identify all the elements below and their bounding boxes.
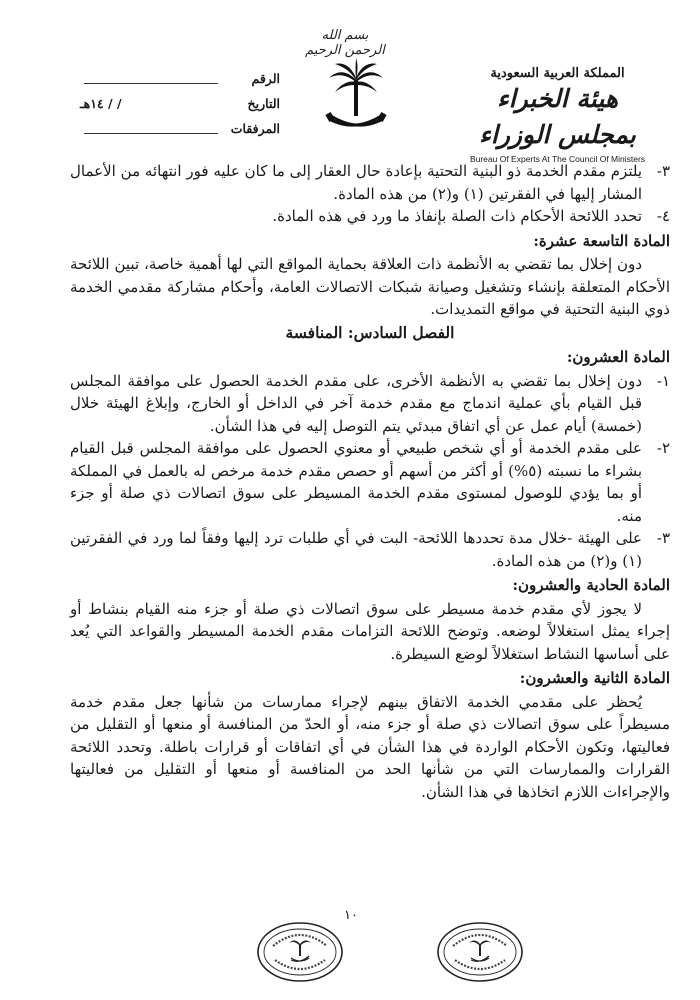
page-number: ١٠ — [344, 908, 358, 923]
list-item — [70, 437, 670, 527]
punch-hole-mark-icon — [632, 353, 646, 367]
document-body — [70, 160, 670, 803]
official-seal-left-icon — [255, 920, 345, 984]
field-date-label: التاريخ — [247, 96, 280, 111]
article-20-title: المادة العشرون: — [566, 348, 670, 366]
field-number — [80, 66, 280, 91]
basmala: بسم الله الرحمن الرحيم — [305, 28, 385, 58]
field-number-label: الرقم — [251, 71, 280, 86]
item-number: ٣- — [656, 529, 670, 547]
article-21-text: لا يجوز لأي مقدم خدمة مسيطر على سوق اتصالات ذي صلة أو جزء منه القيام بنشاط أو إجراء يمثل استغلالاً لوضعه. وتوضح اللائحة التزامات مقدم الخدمة المسيطر والقواعد التي يُعد على أساسها النشاط استغلالاً لوضع السيطرة. — [70, 599, 670, 663]
item-number: ٣- — [656, 162, 670, 180]
item-text: تحدد اللائحة الأحكام ذات الصلة بإنفاذ ما ورد في هذه المادة. — [272, 207, 642, 225]
list-item — [70, 160, 670, 205]
item-text: على الهيئة -خلال مدة تحددها اللائحة- البت في أي طلبات ترد إليها وفقاً لما ورد في الفقرتين (١) و(٢) من هذه المادة. — [70, 529, 642, 570]
item-number: ١- — [656, 371, 670, 390]
item-text: دون إخلال بما تقضي به الأنظمة الأخرى، على مقدم الخدمة الحصول على موافقة المجلس قبل القيام بأي عملية اندماج مع مقدم خدمة آخر في الداخل أو الخارج، وإبلاغ الهيئة خلال (خمسة) أيام عمل عن أي اتفاق مبدئي يتم التوصل إليه في هذا الشأن. — [70, 371, 642, 435]
item-text: على مقدم الخدمة أو أي شخص طبيعي أو معنوي الحصول على موافقة المجلس قبل القيام بشراء ما نسبته (٥%) أو أكثر من أسهم أو حصص مقدم خدمة مرخص له بالعمل في المملكة أو بما يؤدي للوصول لمستوى مقدم الخدمة المسيطر على سوق اتصالات ذي صلة أو جزء منه. — [70, 439, 642, 525]
kingdom-name: المملكة العربية السعودية — [490, 66, 625, 81]
chapter-title: الفصل السادس: المنافسة — [285, 322, 455, 342]
list-item — [70, 370, 670, 438]
article-22-text: يُحظر على مقدمي الخدمة الاتفاق بينهم لإجراء ممارسات من شأنها جعل مقدم خدمة مسيطراً على سوق اتصالات ذي صلة أو جزء منه، أو الحدّ من المنافسة أو منعها أو التقليل من فعاليتها، وتكون الأحكام الواردة في هذا الشأن في أي اتفاقات أو قرارات باطلة. وتحدد اللائحة القرارات والممارسات التي من شأنها الحد من المنافسة أو منعها أو التقليل من فعاليتها والإجراءات اللازم اتخاذها في هذا الشأن. — [70, 692, 670, 801]
field-date-value: / / ١٤هـ — [80, 96, 122, 111]
official-seal-right-icon — [435, 920, 525, 984]
field-attachments-label: المرفقات — [230, 121, 280, 136]
punch-hole-mark-icon — [632, 619, 646, 633]
item-number: ٢- — [656, 439, 670, 457]
field-attachments-line — [84, 123, 218, 134]
item-number: ٤- — [656, 207, 670, 225]
item-text: يلتزم مقدم الخدمة ذو البنية التحتية بإعادة حال العقار إلى ما كان عليه فور انتهائه من الأعمال المشار إليها في الفقرتين (١) و(٢) من هذه المادة. — [70, 162, 642, 203]
reference-fields — [80, 66, 280, 141]
article-19-text: دون إخلال بما تقضي به الأنظمة ذات العلاقة بحماية المواقع التي لها أهمية خاصة، تبين اللائحة الأحكام المتعلقة بإنشاء وتشغيل وصيانة شبكات الاتصالات العامة، وأحكام مشاركة مقدمي الخدمة ذوي البنية التحتية في مواقع التمديدات. — [70, 255, 670, 318]
list-item — [70, 527, 670, 572]
list-item — [70, 205, 670, 228]
palm-swords-emblem-icon — [325, 58, 387, 138]
article-19-title: المادة التاسعة عشرة: — [533, 231, 670, 250]
article-22-title: المادة الثانية والعشرون: — [519, 669, 670, 687]
field-attachments — [80, 116, 280, 141]
field-date — [80, 91, 280, 116]
bureau-logo — [455, 66, 660, 164]
bureau-name: هيئة الخبراء بمجلس الوزراء — [479, 84, 636, 149]
bureau-name-english: Bureau Of Experts At The Council Of Ministers — [469, 154, 646, 164]
article-21-title: المادة الحادية والعشرون: — [512, 576, 670, 594]
field-number-line — [84, 73, 218, 84]
